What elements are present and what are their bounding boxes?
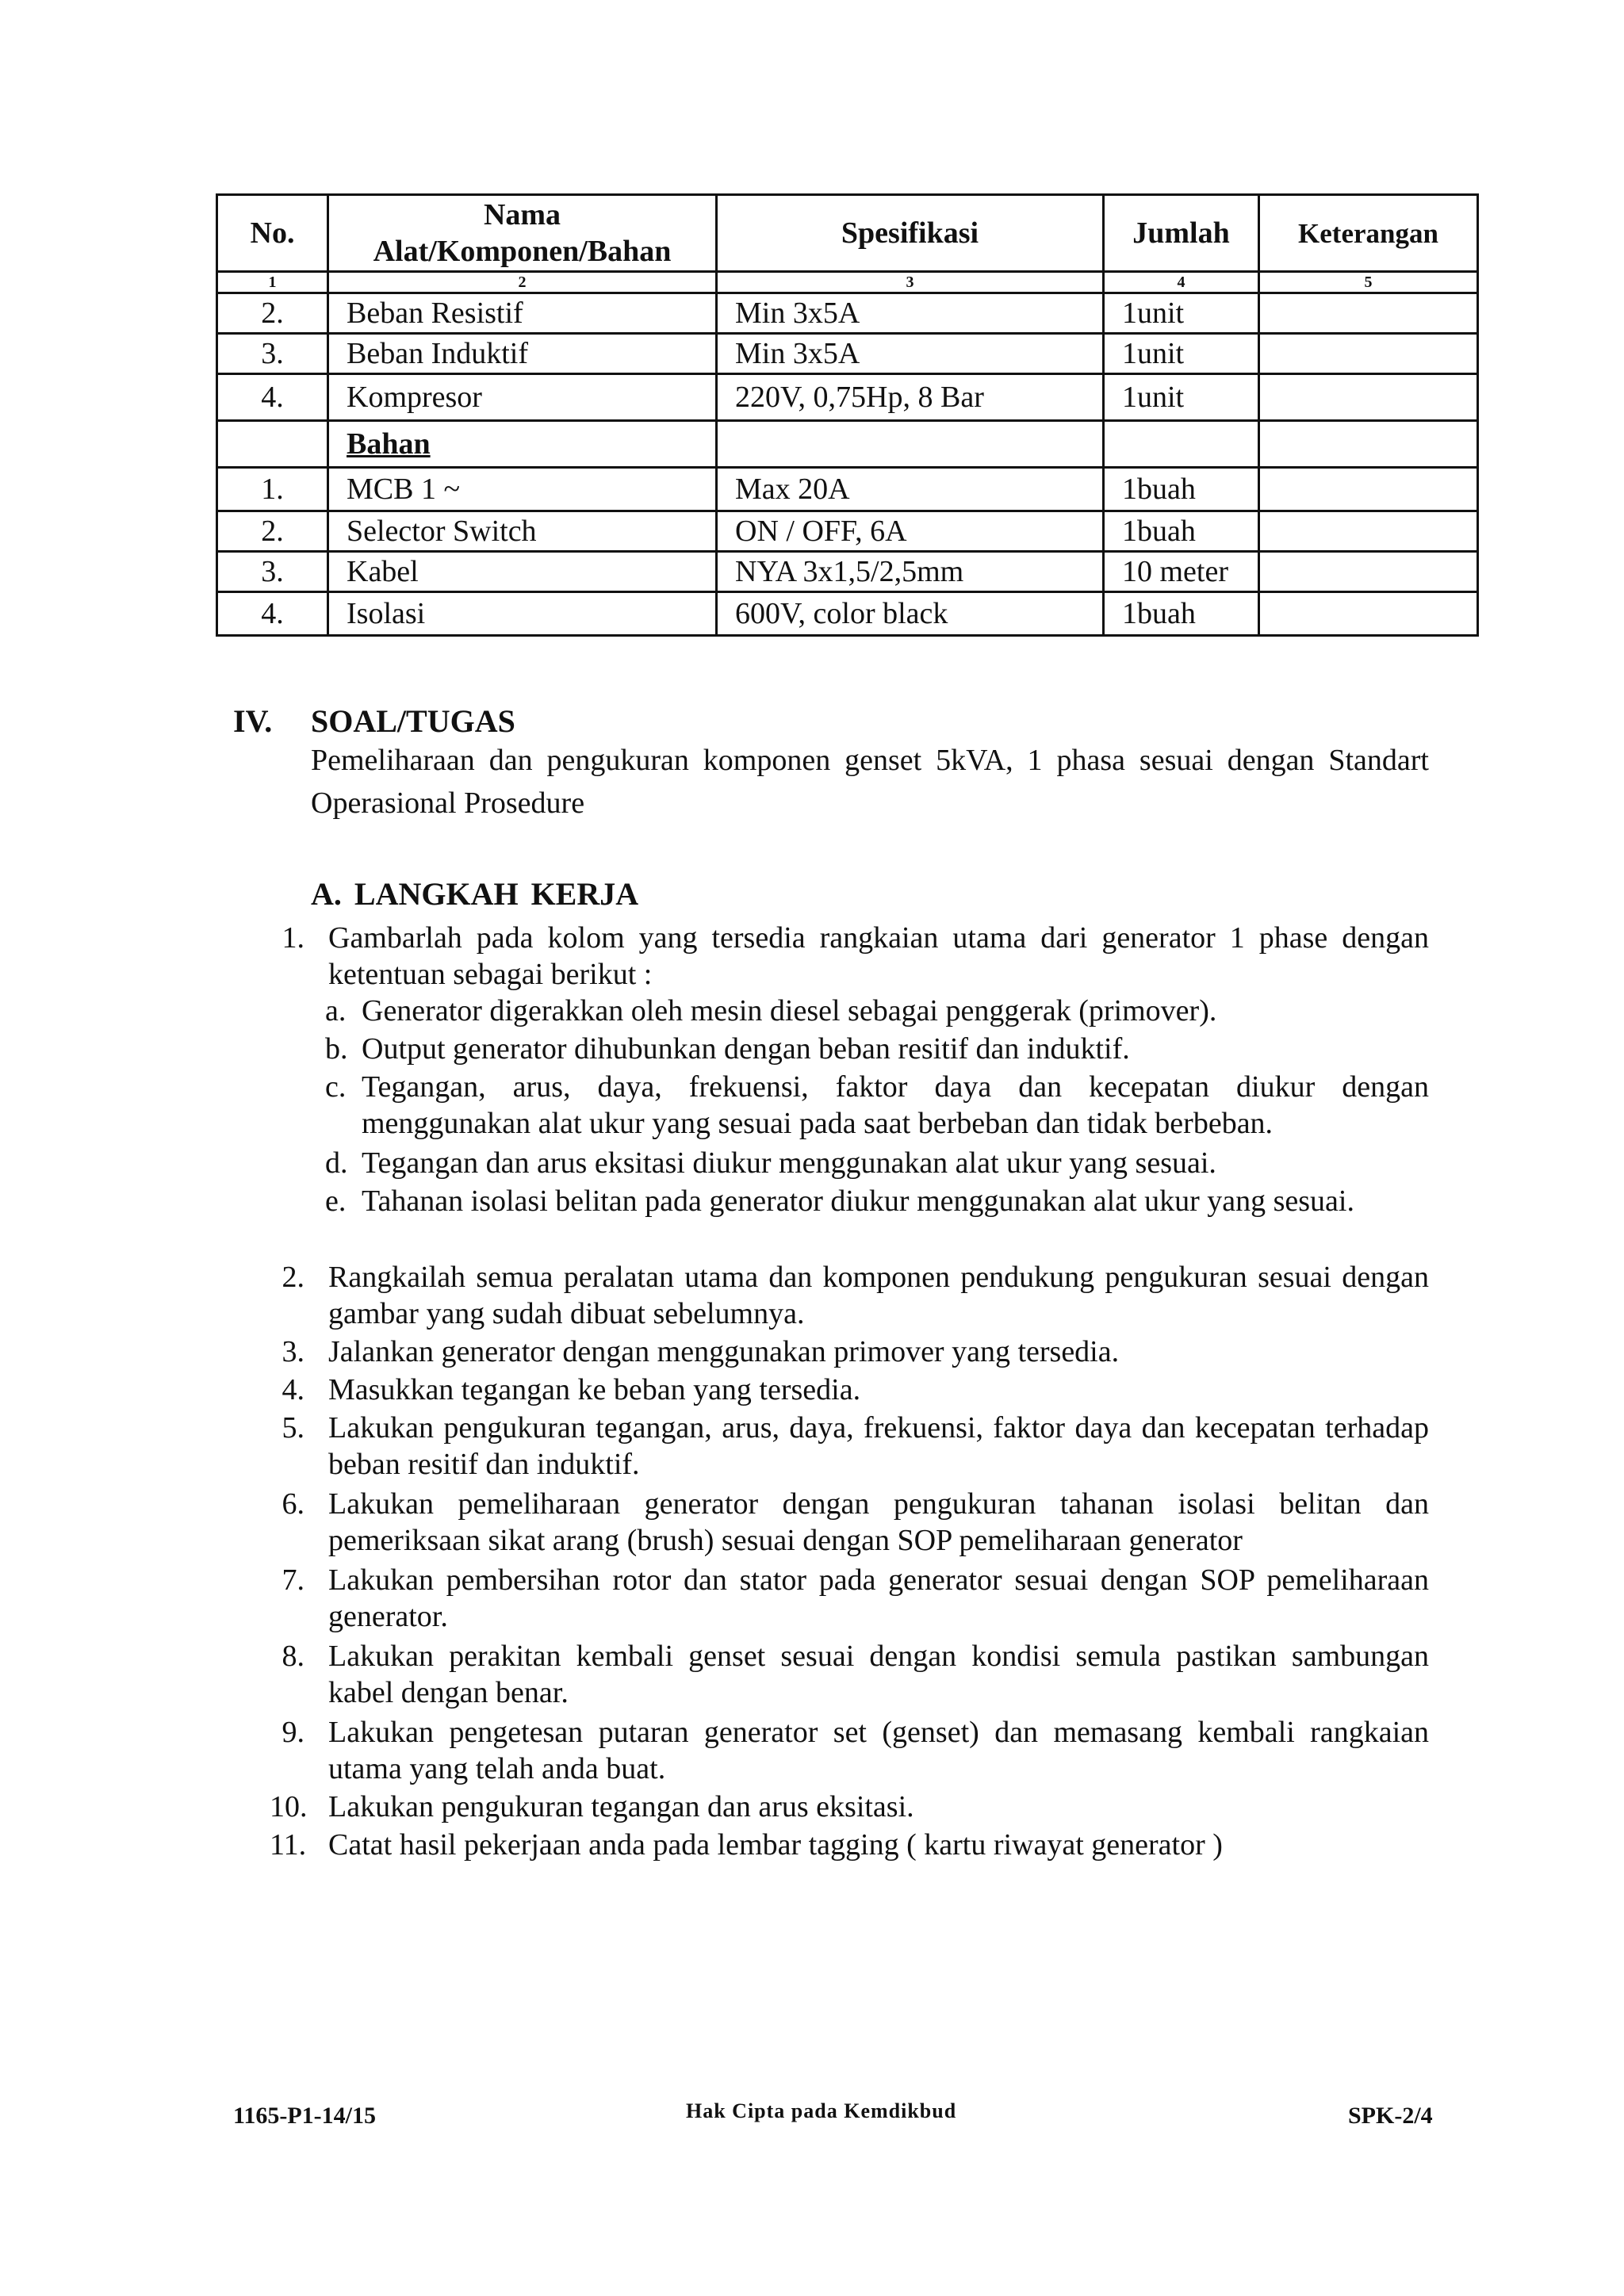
table-row (217, 592, 1478, 636)
step-text: Gambarlah pada kolom yang tersedia rangkaian utama dari generator 1 phase dengan ketentuan sebagai berikut : (328, 921, 1429, 991)
row-note (1259, 468, 1478, 511)
row-no: 1. (217, 468, 328, 511)
step-text: Lakukan pengukuran tegangan dan arus eksitasi. (328, 1790, 914, 1823)
step-8 (270, 1638, 1429, 1711)
step-text: Rangkailah semua peralatan utama dan komponen pendukung pengukuran sesuai dengan gambar yang sudah dibuat sebelumnya. (328, 1261, 1429, 1330)
row-qty: 1buah (1104, 511, 1259, 552)
step-1a (325, 993, 1429, 1029)
sub-step-text: Tegangan, arus, daya, frekuensi, faktor daya dan kecepatan diukur dengan menggunakan alat ukur yang sesuai pada saat berbeban dan tidak berbeban. (362, 1070, 1429, 1140)
row-note (1259, 293, 1478, 334)
equipment-table (216, 193, 1479, 637)
step-number: 6. (282, 1487, 304, 1521)
section-description: Pemeliharaan dan pengukuran komponen genset 5kVA, 1 phasa sesuai dengan Standart Operasional Prosedure (311, 744, 1429, 820)
step-number: 5. (282, 1411, 304, 1445)
row-qty: 1unit (1104, 293, 1259, 334)
step-11 (270, 1827, 1429, 1863)
row-no (217, 421, 328, 468)
header-note: Keterangan (1259, 195, 1478, 272)
header-qty: Jumlah (1104, 195, 1259, 272)
subheading-langkah-kerja: A. LANGKAH KERJA (311, 876, 639, 912)
step-text: Masukkan tegangan ke beban yang tersedia. (328, 1373, 861, 1406)
index-cell: 3 (717, 272, 1104, 293)
row-spec: Min 3x5A (717, 334, 1104, 374)
sub-step-letter: a. (325, 994, 347, 1027)
row-note (1259, 421, 1478, 468)
row-spec: Max 20A (717, 468, 1104, 511)
table-row (217, 552, 1478, 592)
step-1c (325, 1069, 1429, 1142)
row-spec: ON / OFF, 6A (717, 511, 1104, 552)
step-number: 1. (282, 921, 304, 955)
header-name-line1: Nama (483, 198, 561, 232)
step-1e (325, 1183, 1429, 1219)
table-row (217, 511, 1478, 552)
section-number: IV. (233, 703, 273, 739)
table-row-section (217, 421, 1478, 468)
row-name: Beban Induktif (328, 334, 717, 374)
index-cell: 2 (328, 272, 717, 293)
sub-step-letter: d. (325, 1146, 348, 1180)
row-name: Isolasi (328, 592, 717, 636)
footer-document-code: 1165-P1-14/15 (233, 2103, 376, 2129)
footer-page-number: SPK-2/4 (1348, 2103, 1433, 2129)
step-text: Lakukan pemeliharaan generator dengan pengukuran tahanan isolasi belitan dan pemeriksaan sikat arang (brush) sesuai dengan SOP pemeliharaan generator (328, 1487, 1429, 1557)
sub-step-text: Generator digerakkan oleh mesin diesel sebagai penggerak (primover). (362, 994, 1217, 1027)
table-row (217, 334, 1478, 374)
index-cell: 5 (1259, 272, 1478, 293)
step-number: 10. (270, 1790, 308, 1823)
step-7 (270, 1562, 1429, 1635)
step-10 (270, 1789, 1429, 1825)
step-1d (325, 1145, 1429, 1181)
row-qty: 1buah (1104, 468, 1259, 511)
row-spec: NYA 3x1,5/2,5mm (717, 552, 1104, 592)
row-qty (1104, 421, 1259, 468)
header-no: No. (217, 195, 328, 272)
step-3 (270, 1334, 1429, 1370)
step-5 (270, 1410, 1429, 1483)
row-name: Kabel (328, 552, 717, 592)
step-number: 11. (270, 1828, 307, 1862)
row-name: Selector Switch (328, 511, 717, 552)
sub-step-letter: b. (325, 1032, 348, 1066)
sub-step-text: Tegangan dan arus eksitasi diukur menggunakan alat ukur yang sesuai. (362, 1146, 1216, 1180)
row-note (1259, 552, 1478, 592)
table-index-row (217, 272, 1478, 293)
row-no: 4. (217, 374, 328, 421)
row-name: Beban Resistif (328, 293, 717, 334)
row-spec: 600V, color black (717, 592, 1104, 636)
header-name (328, 195, 717, 272)
step-text: Lakukan pengukuran tegangan, arus, daya, frekuensi, faktor daya dan kecepatan terhadap beban resitif dan induktif. (328, 1411, 1429, 1481)
row-note (1259, 592, 1478, 636)
header-spec: Spesifikasi (717, 195, 1104, 272)
step-text: Lakukan pembersihan rotor dan stator pada generator sesuai dengan SOP pemeliharaan generator. (328, 1563, 1429, 1633)
sub-step-text: Tahanan isolasi belitan pada generator diukur menggunakan alat ukur yang sesuai. (362, 1184, 1354, 1218)
row-no: 4. (217, 592, 328, 636)
sub-step-letter: c. (325, 1070, 347, 1104)
step-6 (270, 1486, 1429, 1559)
row-name: MCB 1 ~ (328, 468, 717, 511)
step-1b (325, 1031, 1429, 1067)
step-2 (270, 1259, 1429, 1332)
row-qty: 1unit (1104, 374, 1259, 421)
row-spec: Min 3x5A (717, 293, 1104, 334)
step-text: Catat hasil pekerjaan anda pada lembar tagging ( kartu riwayat generator ) (328, 1828, 1223, 1862)
row-spec: 220V, 0,75Hp, 8 Bar (717, 374, 1104, 421)
index-cell: 4 (1104, 272, 1259, 293)
row-no: 2. (217, 511, 328, 552)
row-no: 3. (217, 552, 328, 592)
step-4 (270, 1372, 1429, 1408)
step-number: 2. (282, 1261, 304, 1294)
step-number: 3. (282, 1335, 304, 1368)
section-title: SOAL/TUGAS (311, 703, 515, 739)
row-name: Kompresor (328, 374, 717, 421)
index-cell: 1 (217, 272, 328, 293)
step-1 (270, 920, 1429, 993)
row-note (1259, 374, 1478, 421)
table-row (217, 468, 1478, 511)
row-note (1259, 334, 1478, 374)
table-row (217, 374, 1478, 421)
sub-step-text: Output generator dihubunkan dengan beban resitif dan induktif. (362, 1032, 1130, 1066)
bahan-section-label: Bahan (328, 421, 717, 468)
row-spec (717, 421, 1104, 468)
table-row (217, 293, 1478, 334)
step-number: 9. (282, 1716, 304, 1749)
step-9 (270, 1714, 1429, 1787)
step-text: Jalankan generator dengan menggunakan primover yang tersedia. (328, 1335, 1120, 1368)
step-text: Lakukan pengetesan putaran generator set (genset) dan memasang kembali rangkaian utama yang telah anda buat. (328, 1716, 1429, 1785)
row-qty: 10 meter (1104, 552, 1259, 592)
step-number: 7. (282, 1563, 304, 1597)
step-number: 4. (282, 1373, 304, 1406)
sub-step-letter: e. (325, 1184, 347, 1218)
step-text: Lakukan perakitan kembali genset sesuai dengan kondisi semula pastikan sambungan kabel dengan benar. (328, 1640, 1429, 1709)
row-note (1259, 511, 1478, 552)
footer-copyright: Hak Cipta pada Kemdikbud (686, 2099, 957, 2122)
row-qty: 1buah (1104, 592, 1259, 636)
header-name-line2: Alat/Komponen/Bahan (373, 235, 672, 268)
table-header-row (217, 195, 1478, 272)
row-no: 3. (217, 334, 328, 374)
row-no: 2. (217, 293, 328, 334)
step-number: 8. (282, 1640, 304, 1673)
row-qty: 1unit (1104, 334, 1259, 374)
